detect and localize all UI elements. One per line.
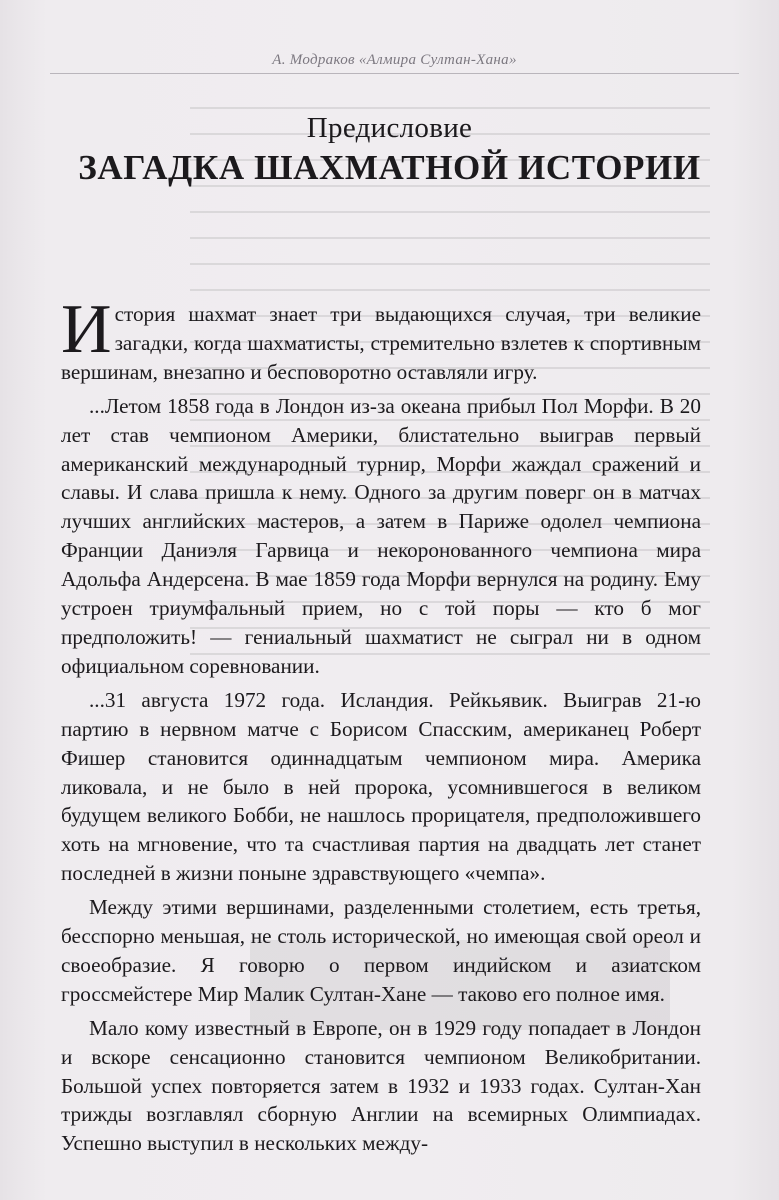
drop-cap: И	[61, 291, 112, 368]
paragraph-4: Между этими вершинами, разделенными столетием, есть третья, бесспорно меньшая, не столь исторической, но имеющая свой ореол и своеобразие. Я говорю о первом индийском и азиатском гроссмейстере Мир Малик Султан-Хане — таково его полное имя.	[61, 895, 701, 1006]
paragraph-1-text: стория шахмат знает три выдающихся случая, три великие загадки, когда шахматисты, стремительно взлетев к спортивным вершинам, внезапно и бесповоротно оставляли игру.	[61, 302, 701, 384]
body-text	[61, 291, 701, 1163]
paragraph-1	[61, 291, 701, 387]
running-head: А. Модраков «Алмира Султан-Хана»	[50, 52, 739, 74]
paragraph-2: ...Летом 1858 года в Лондон из-за океана прибыл Пол Морфи. В 20 лет став чемпионом Америки, блистательно выиграв первый американский международный турнир, Морфи жаждал сражений и славы. И слава пришла к нему. Одного за другим поверг он в матчах лучших английских мастеров, а затем в Париже одолел чемпиона Франции Даниэля Гарвица и некоронованного чемпиона мира Адольфа Андерсена. В мае 1859 года Морфи вернулся на родину. Ему устроен триумфальный прием, но с той поры — кто б мог предположить! — гениальный шахматист не сыграл ни в одном официальном соревновании.	[61, 393, 701, 678]
chapter-title: ЗАГАДКА ШАХМАТНОЙ ИСТОРИИ	[78, 148, 701, 187]
paragraph-5: Мало кому известный в Европе, он в 1929 году попадает в Лондон и вскоре сенсационно становится чемпионом Великобритании. Большой успех повторяется затем в 1932 и 1933 годах. Султан-Хан трижды возглавлял сборную Англии на всемирных Олимпиадах. Успешно выступил в нескольких между-	[61, 1015, 701, 1156]
paragraph-3: ...31 августа 1972 года. Исландия. Рейкьявик. Выиграв 21-ю партию в нервном матче с Борисом Спасским, американец Роберт Фишер становится одиннадцатым чемпионом мира. Америка ликовала, и не было в ней пророка, усомнившегося в великом будущем великого Бобби, не нашлось прорицателя, предположившего хоть на мгновение, что та счастливая партия на двадцать лет станет последней в жизни поныне здравствующего «чемпа».	[61, 687, 701, 886]
chapter-subtitle: Предисловие	[306, 112, 473, 144]
